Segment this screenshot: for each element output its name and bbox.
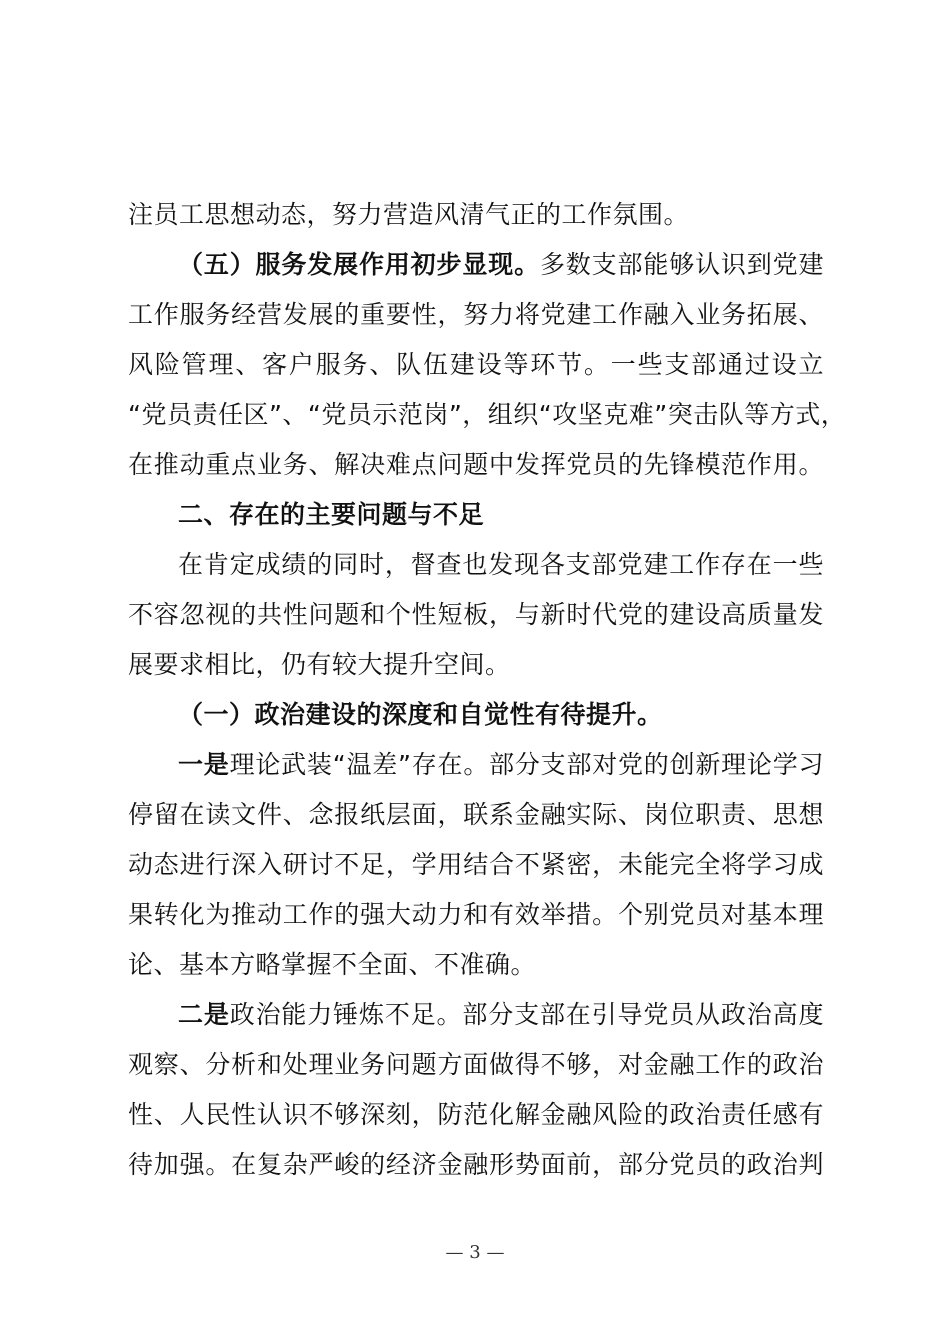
text-line xyxy=(128,440,824,490)
subsection-heading-text: （一）政治建设的深度和自觉性有待提升。 xyxy=(178,700,663,729)
line-text: 不容忽视的共性问题和个性短板，与新时代党的建设高质量发 xyxy=(128,600,824,629)
section-heading-text: 二、存在的主要问题与不足 xyxy=(178,500,485,529)
text-line xyxy=(128,940,824,990)
line-text: 在肯定成绩的同时，督查也发现各支部党建工作存在一些 xyxy=(178,550,824,579)
text-line xyxy=(128,890,824,940)
subheading-lead: （五）服务发展作用初步显现。 xyxy=(178,250,540,279)
text-line xyxy=(128,240,824,290)
text-line xyxy=(128,1040,824,1090)
line-text: “党员责任区”、“党员示范岗”，组织“攻坚克难”突击队等方式， xyxy=(128,400,847,429)
line-text: 风险管理、客户服务、队伍建设等环节。一些支部通过设立 xyxy=(128,350,824,379)
line-text: 论、基本方略掌握不全面、不准确。 xyxy=(128,950,537,979)
page-number: — 3 — xyxy=(445,1242,505,1263)
text-line xyxy=(128,590,824,640)
text-line xyxy=(128,990,824,1040)
line-text: 理论武装“温差”存在。部分支部对党的创新理论学习 xyxy=(229,750,824,779)
text-line xyxy=(128,840,824,890)
line-text: 多数支部能够认识到党建 xyxy=(539,250,824,279)
section-heading xyxy=(128,490,824,540)
text-line xyxy=(128,540,824,590)
point-lead: 一是 xyxy=(178,750,230,779)
line-text: 展要求相比，仍有较大提升空间。 xyxy=(128,650,511,679)
text-line xyxy=(128,790,824,840)
line-text: 工作服务经营发展的重要性，努力将党建工作融入业务拓展、 xyxy=(128,300,824,329)
text-line xyxy=(128,640,824,690)
line-text: 动态进行深入研讨不足，学用结合不紧密，未能完全将学习成 xyxy=(128,850,824,879)
line-text: 待加强。在复杂严峻的经济金融形势面前，部分党员的政治判 xyxy=(128,1150,824,1179)
point-lead: 二是 xyxy=(178,1000,230,1029)
line-text: 果转化为推动工作的强大动力和有效举措。个别党员对基本理 xyxy=(128,900,824,929)
text-line xyxy=(128,740,824,790)
text-line xyxy=(128,1090,824,1140)
text-line xyxy=(128,390,847,440)
subsection-heading xyxy=(128,690,824,740)
document-body xyxy=(128,190,847,1190)
line-text: 停留在读文件、念报纸层面，联系金融实际、岗位职责、思想 xyxy=(128,800,824,829)
text-line xyxy=(128,1140,824,1190)
text-line xyxy=(128,340,824,390)
text-line xyxy=(128,190,824,240)
text-line xyxy=(128,290,824,340)
line-text: 注员工思想动态，努力营造风清气正的工作氛围。 xyxy=(128,200,690,229)
line-text: 政治能力锤炼不足。部分支部在引导党员从政治高度 xyxy=(229,1000,824,1029)
line-text: 观察、分析和处理业务问题方面做得不够，对金融工作的政治 xyxy=(128,1050,824,1079)
line-text: 性、人民性认识不够深刻，防范化解金融风险的政治责任感有 xyxy=(128,1100,824,1129)
line-text: 在推动重点业务、解决难点问题中发挥党员的先锋模范作用。 xyxy=(128,450,824,479)
